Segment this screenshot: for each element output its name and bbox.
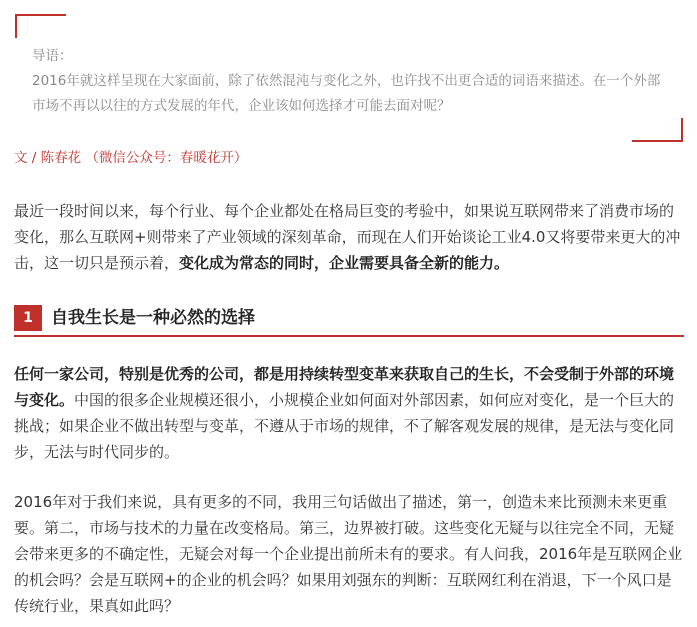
intro-text: 2016年就这样呈现在大家面前，除了依然混沌与变化之外，也许找不出更合适的词语来描述。在一个外部市场不再以以往的方式发展的年代，企业该如何选择才可能去面对呢？	[32, 73, 661, 114]
intro-block	[32, 44, 672, 119]
paragraph-2016	[14, 489, 684, 619]
section-heading	[14, 303, 684, 337]
paragraph-section-1	[14, 361, 684, 465]
paragraph-2016-text: 2016年对于我们来说，具有更多的不同，我用三句话做出了描述，第一，创造未来比预测未来更重要。第二，市场与技术的力量在改变格局。第三，边界被打破。这些变化无疑与以往完全不同，无疑会带来更多的不确定性，无疑会对每一个企业提出前所未有的要求。有人问我，2016年是互联网企业的机会吗？会是互联网+的企业的机会吗？如果用刘强东的判断：互联网红利在消退，下一个风口是传统行业，果真如此吗？	[14, 493, 683, 615]
section-title: 自我生长是一种必然的选择	[51, 308, 255, 328]
paragraph-intro-text: 最近一段时间以来，每个行业、每个企业都处在格局巨变的考验中，如果说互联网带来了消费市场的变化，那么互联网+则带来了产业领域的深刻革命，而现在人们开始谈论工业4.0又将要带来更大的冲击，这一切只是预示着，	[14, 202, 681, 272]
paragraph-section-1-text: 中国的很多企业规模还很小，小规模企业如何面对外部因素，如何应对变化，是一个巨大的挑战；如果企业不做出转型与变革，不遵从于市场的规律，不了解客观发展的规律，是无法与变化同步，无法与时代同步的。	[14, 391, 675, 461]
quote-corner-bottom-right	[632, 118, 683, 142]
paragraph-section-1-bold: 任何一家公司，特别是优秀的公司，都是用持续转型变革来获取自己的生长，不会受制于外部的环境与变化。	[14, 365, 675, 409]
quote-corner-top-left	[15, 14, 66, 38]
section-number-badge: 1	[14, 305, 42, 331]
paragraph-intro-bold: 变化成为常态的同时，企业需要具备全新的能力。	[179, 254, 510, 272]
paragraph-intro	[14, 198, 684, 276]
intro-label: 导语：	[32, 48, 73, 64]
author-byline: 文 / 陈春花 （微信公众号：春暖花开）	[14, 150, 248, 166]
